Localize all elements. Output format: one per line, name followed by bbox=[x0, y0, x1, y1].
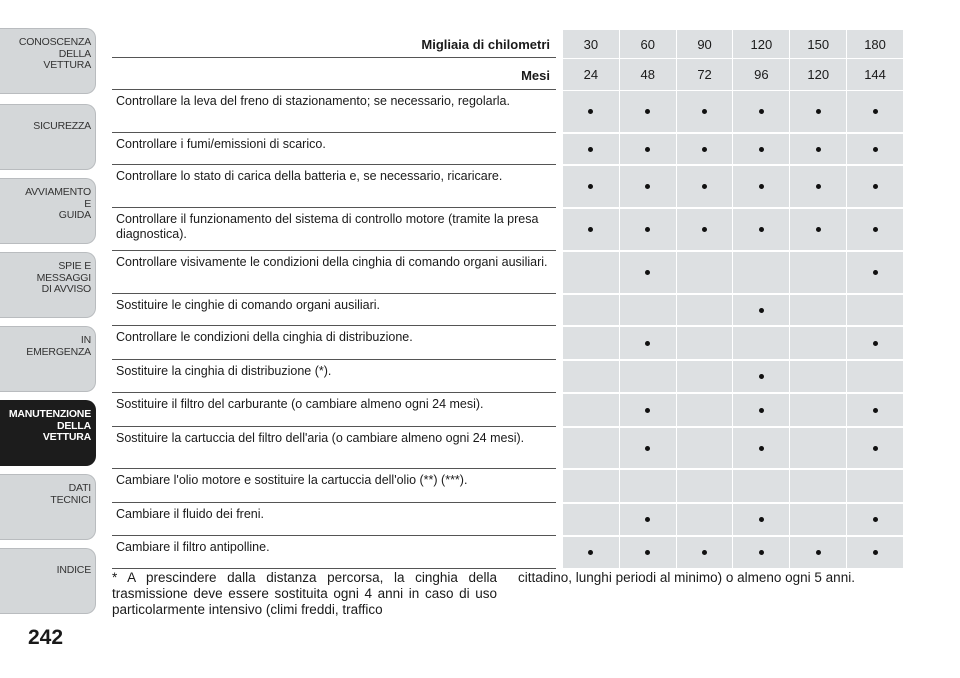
table-row bbox=[112, 134, 903, 165]
scheduled-dot-icon bbox=[873, 341, 878, 346]
row-description: Controllare le condizioni della cinghia di distribuzione. bbox=[116, 330, 413, 344]
row-description: Sostituire la cinghia di distribuzione (*). bbox=[116, 364, 332, 378]
interval-cell bbox=[677, 504, 734, 535]
interval-cell bbox=[847, 91, 903, 132]
interval-cell bbox=[733, 394, 790, 426]
interval-cell bbox=[790, 537, 847, 568]
header-cell: 96 bbox=[733, 59, 790, 90]
header-cell: 120 bbox=[790, 59, 847, 90]
scheduled-dot-icon bbox=[873, 270, 878, 275]
interval-cell bbox=[620, 134, 677, 164]
interval-cell bbox=[677, 428, 734, 468]
scheduled-dot-icon bbox=[588, 184, 593, 189]
interval-cell bbox=[733, 166, 790, 207]
table-row bbox=[112, 394, 903, 427]
interval-cell bbox=[790, 327, 847, 359]
row-description: Cambiare il filtro antipolline. bbox=[116, 540, 270, 554]
interval-cell bbox=[677, 394, 734, 426]
scheduled-dot-icon bbox=[759, 550, 764, 555]
row-interval-cells bbox=[563, 428, 903, 468]
row-interval-cells bbox=[563, 470, 903, 502]
interval-cell bbox=[790, 394, 847, 426]
scheduled-dot-icon bbox=[759, 308, 764, 313]
interval-cell bbox=[677, 209, 734, 250]
scheduled-dot-icon bbox=[873, 184, 878, 189]
row-interval-cells bbox=[563, 134, 903, 164]
scheduled-dot-icon bbox=[645, 270, 650, 275]
interval-cell bbox=[847, 295, 903, 325]
row-interval-cells bbox=[563, 209, 903, 250]
interval-cell bbox=[790, 134, 847, 164]
interval-cell bbox=[677, 361, 734, 392]
interval-cell bbox=[847, 394, 903, 426]
interval-cell bbox=[847, 361, 903, 392]
table-row bbox=[112, 166, 903, 208]
interval-cell bbox=[847, 209, 903, 250]
interval-cell bbox=[790, 295, 847, 325]
header-cell: 120 bbox=[733, 30, 790, 58]
scheduled-dot-icon bbox=[873, 517, 878, 522]
interval-cell bbox=[677, 537, 734, 568]
footnote-col2: cittadino, lunghi periodi al minimo) o almeno ogni 5 anni. bbox=[518, 570, 855, 585]
scheduled-dot-icon bbox=[588, 227, 593, 232]
scheduled-dot-icon bbox=[588, 550, 593, 555]
scheduled-dot-icon bbox=[645, 147, 650, 152]
scheduled-dot-icon bbox=[702, 227, 707, 232]
interval-cell bbox=[733, 252, 790, 293]
header-cell: 24 bbox=[563, 59, 620, 90]
table-row bbox=[112, 295, 903, 326]
interval-cell bbox=[733, 91, 790, 132]
scheduled-dot-icon bbox=[873, 147, 878, 152]
row-interval-cells bbox=[563, 166, 903, 207]
interval-cell bbox=[847, 252, 903, 293]
interval-cell bbox=[620, 504, 677, 535]
interval-cell bbox=[620, 428, 677, 468]
header-cell: 150 bbox=[790, 30, 847, 58]
header-km-row bbox=[112, 30, 903, 58]
interval-cell bbox=[677, 166, 734, 207]
scheduled-dot-icon bbox=[645, 184, 650, 189]
interval-cell bbox=[733, 134, 790, 164]
scheduled-dot-icon bbox=[702, 184, 707, 189]
scheduled-dot-icon bbox=[816, 550, 821, 555]
interval-cell bbox=[790, 166, 847, 207]
table-row bbox=[112, 327, 903, 360]
table-row bbox=[112, 428, 903, 469]
scheduled-dot-icon bbox=[759, 184, 764, 189]
scheduled-dot-icon bbox=[645, 109, 650, 114]
header-cell: 30 bbox=[563, 30, 620, 58]
scheduled-dot-icon bbox=[816, 227, 821, 232]
row-description: Controllare lo stato di carica della batteria e, se necessario, ricaricare. bbox=[116, 169, 503, 183]
interval-cell bbox=[563, 537, 620, 568]
header-km-values bbox=[563, 30, 903, 58]
scheduled-dot-icon bbox=[645, 550, 650, 555]
interval-cell bbox=[677, 470, 734, 502]
interval-cell bbox=[677, 252, 734, 293]
interval-cell bbox=[733, 537, 790, 568]
scheduled-dot-icon bbox=[873, 109, 878, 114]
interval-cell bbox=[620, 361, 677, 392]
interval-cell bbox=[620, 252, 677, 293]
scheduled-dot-icon bbox=[873, 550, 878, 555]
interval-cell bbox=[563, 428, 620, 468]
interval-cell bbox=[733, 209, 790, 250]
table-row bbox=[112, 504, 903, 536]
row-interval-cells bbox=[563, 327, 903, 359]
interval-cell bbox=[847, 470, 903, 502]
interval-cell bbox=[790, 428, 847, 468]
interval-cell bbox=[847, 166, 903, 207]
interval-cell bbox=[733, 428, 790, 468]
interval-cell bbox=[733, 327, 790, 359]
row-description: Controllare la leva del freno di stazionamento; se necessario, regolarla. bbox=[116, 94, 510, 108]
header-cell: 72 bbox=[677, 59, 734, 90]
table-row bbox=[112, 91, 903, 133]
interval-cell bbox=[620, 537, 677, 568]
scheduled-dot-icon bbox=[759, 227, 764, 232]
interval-cell bbox=[790, 252, 847, 293]
scheduled-dot-icon bbox=[588, 109, 593, 114]
tab-1[interactable]: CONOSCENZA DELLA VETTURA bbox=[0, 28, 96, 94]
interval-cell bbox=[620, 470, 677, 502]
interval-cell bbox=[847, 327, 903, 359]
scheduled-dot-icon bbox=[816, 184, 821, 189]
scheduled-dot-icon bbox=[759, 374, 764, 379]
tab-8[interactable]: INDICE bbox=[0, 548, 96, 614]
header-months-values bbox=[563, 59, 903, 90]
scheduled-dot-icon bbox=[873, 446, 878, 451]
row-description: Sostituire le cinghie di comando organi ausiliari. bbox=[116, 298, 381, 312]
row-description: Cambiare il fluido dei freni. bbox=[116, 507, 264, 521]
interval-cell bbox=[733, 470, 790, 502]
interval-cell bbox=[563, 209, 620, 250]
interval-cell bbox=[733, 295, 790, 325]
interval-cell bbox=[847, 537, 903, 568]
interval-cell bbox=[563, 470, 620, 502]
row-description: Cambiare l'olio motore e sostituire la cartuccia dell'olio (**) (***). bbox=[116, 473, 468, 487]
scheduled-dot-icon bbox=[702, 109, 707, 114]
row-interval-cells bbox=[563, 504, 903, 535]
header-cell: 48 bbox=[620, 59, 677, 90]
interval-cell bbox=[790, 361, 847, 392]
header-cell: 180 bbox=[847, 30, 903, 58]
interval-cell bbox=[677, 295, 734, 325]
interval-cell bbox=[563, 134, 620, 164]
interval-cell bbox=[847, 134, 903, 164]
row-interval-cells bbox=[563, 537, 903, 568]
row-interval-cells bbox=[563, 361, 903, 392]
tab-3[interactable]: AVVIAMENTO E GUIDA bbox=[0, 178, 96, 244]
interval-cell bbox=[733, 504, 790, 535]
row-description: Sostituire la cartuccia del filtro dell'aria (o cambiare almeno ogni 24 mesi). bbox=[116, 431, 525, 445]
scheduled-dot-icon bbox=[645, 517, 650, 522]
row-interval-cells bbox=[563, 91, 903, 132]
interval-cell bbox=[790, 470, 847, 502]
row-interval-cells bbox=[563, 252, 903, 293]
interval-cell bbox=[620, 209, 677, 250]
scheduled-dot-icon bbox=[702, 147, 707, 152]
interval-cell bbox=[563, 504, 620, 535]
interval-cell bbox=[790, 91, 847, 132]
scheduled-dot-icon bbox=[759, 408, 764, 413]
interval-cell bbox=[677, 134, 734, 164]
row-description: Controllare il funzionamento del sistema di controllo motore (tramite la presa diagnostica). bbox=[116, 212, 539, 241]
scheduled-dot-icon bbox=[759, 147, 764, 152]
scheduled-dot-icon bbox=[702, 550, 707, 555]
interval-cell bbox=[790, 504, 847, 535]
interval-cell bbox=[620, 295, 677, 325]
interval-cell bbox=[733, 361, 790, 392]
interval-cell bbox=[847, 428, 903, 468]
header-cell: 60 bbox=[620, 30, 677, 58]
interval-cell bbox=[563, 252, 620, 293]
scheduled-dot-icon bbox=[816, 109, 821, 114]
tab-6[interactable]: MANUTENZIONE DELLA VETTURA bbox=[0, 400, 96, 466]
scheduled-dot-icon bbox=[645, 341, 650, 346]
header-months-row bbox=[112, 59, 903, 90]
interval-cell bbox=[563, 91, 620, 132]
table-row bbox=[112, 470, 903, 503]
interval-cell bbox=[563, 166, 620, 207]
row-description: Controllare visivamente le condizioni della cinghia di comando organi ausiliari. bbox=[116, 255, 548, 269]
header-cell: 144 bbox=[847, 59, 903, 90]
tab-5[interactable]: IN EMERGENZA bbox=[0, 326, 96, 392]
scheduled-dot-icon bbox=[645, 446, 650, 451]
scheduled-dot-icon bbox=[759, 446, 764, 451]
tab-2[interactable]: SICUREZZA bbox=[0, 104, 96, 170]
interval-cell bbox=[847, 504, 903, 535]
row-interval-cells bbox=[563, 295, 903, 325]
scheduled-dot-icon bbox=[759, 517, 764, 522]
scheduled-dot-icon bbox=[759, 109, 764, 114]
interval-cell bbox=[563, 361, 620, 392]
scheduled-dot-icon bbox=[645, 227, 650, 232]
interval-cell bbox=[620, 91, 677, 132]
scheduled-dot-icon bbox=[588, 147, 593, 152]
page-number: 242 bbox=[28, 626, 64, 649]
scheduled-dot-icon bbox=[816, 147, 821, 152]
header-km-label: Migliaia di chilometri bbox=[421, 37, 550, 52]
footnote-col1: * A prescindere dalla distanza percorsa, la cinghia della trasmissione deve essere sostituita ogni 4 anni in caso di uso particolarmente intensivo (climi freddi, traffico bbox=[112, 570, 497, 617]
scheduled-dot-icon bbox=[873, 227, 878, 232]
interval-cell bbox=[677, 327, 734, 359]
interval-cell bbox=[677, 91, 734, 132]
table-row bbox=[112, 209, 903, 251]
table-row bbox=[112, 537, 903, 569]
table-row bbox=[112, 361, 903, 393]
scheduled-dot-icon bbox=[645, 408, 650, 413]
interval-cell bbox=[563, 327, 620, 359]
interval-cell bbox=[620, 327, 677, 359]
interval-cell bbox=[563, 394, 620, 426]
interval-cell bbox=[620, 394, 677, 426]
interval-cell bbox=[620, 166, 677, 207]
interval-cell bbox=[563, 295, 620, 325]
tab-4[interactable]: SPIE E MESSAGGI DI AVVISO bbox=[0, 252, 96, 318]
row-interval-cells bbox=[563, 394, 903, 426]
tab-7[interactable]: DATI TECNICI bbox=[0, 474, 96, 540]
header-months-label: Mesi bbox=[521, 68, 550, 83]
table-row bbox=[112, 252, 903, 294]
row-description: Sostituire il filtro del carburante (o cambiare almeno ogni 24 mesi). bbox=[116, 397, 484, 411]
row-description: Controllare i fumi/emissioni di scarico. bbox=[116, 137, 326, 151]
scheduled-dot-icon bbox=[873, 408, 878, 413]
header-cell: 90 bbox=[677, 30, 734, 58]
interval-cell bbox=[790, 209, 847, 250]
